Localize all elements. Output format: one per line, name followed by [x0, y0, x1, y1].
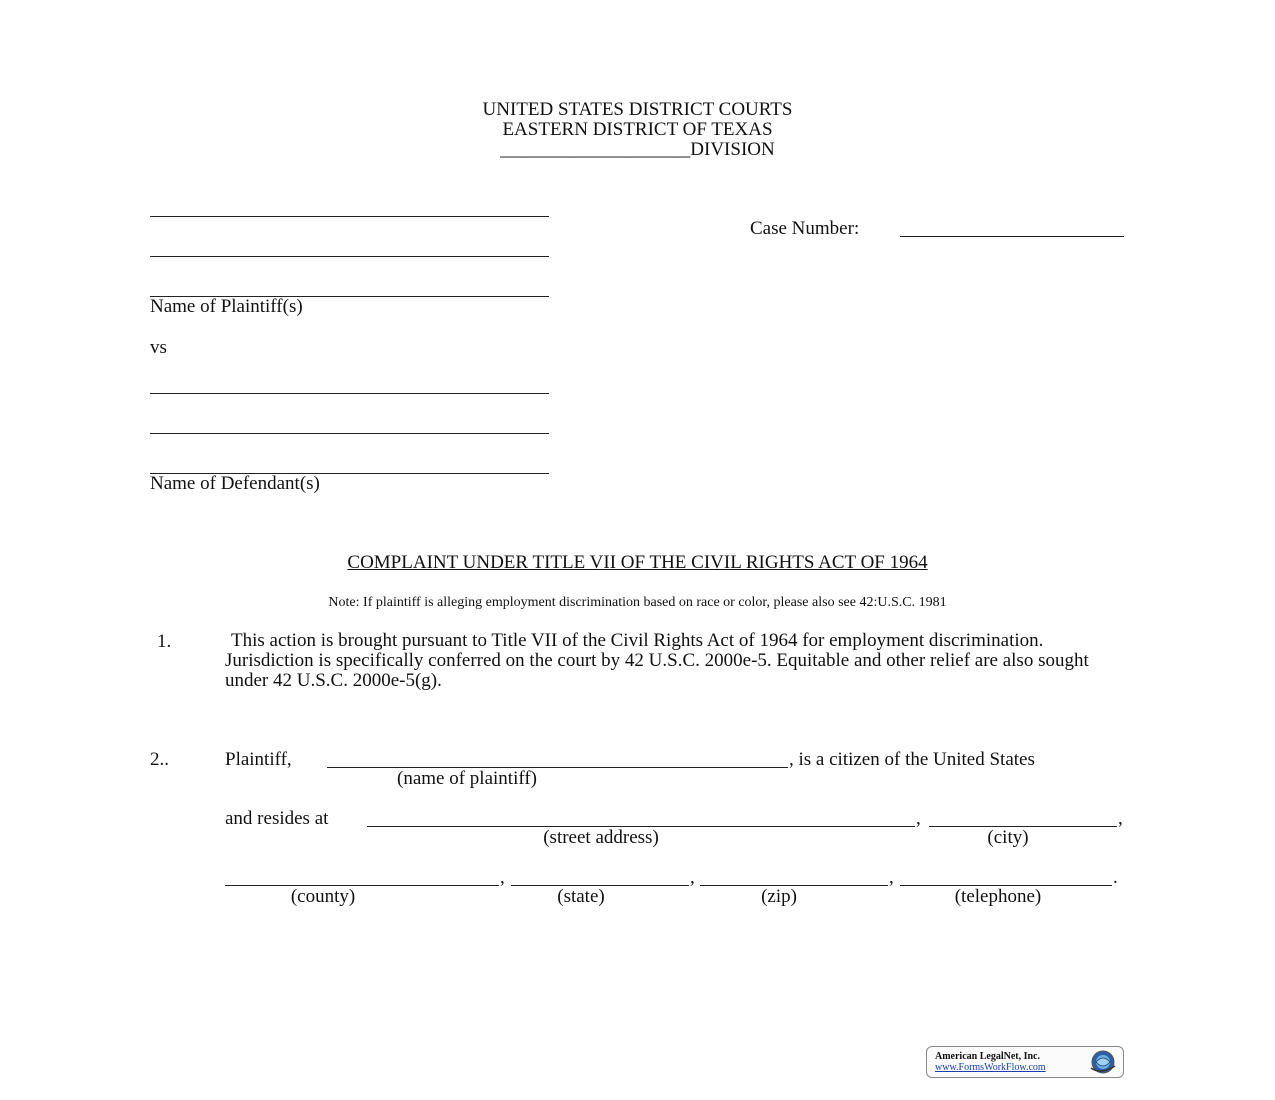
plaintiff-label: Name of Plaintiff(s): [150, 296, 303, 317]
comma-3: ,: [500, 867, 505, 888]
comma-2: ,: [1118, 808, 1123, 829]
resides-label: and resides at: [225, 808, 329, 829]
zip-caption: (zip): [761, 886, 797, 907]
comma-1: ,: [916, 808, 921, 829]
citizen-text: , is a citizen of the United States: [789, 749, 1035, 770]
division-label: DIVISION: [690, 139, 775, 160]
plaintiff-word: Plaintiff,: [225, 749, 292, 770]
court-title: UNITED STATES DISTRICT COURTS: [482, 99, 793, 120]
vs-label: vs: [150, 337, 167, 358]
defendant-line-1[interactable]: [150, 393, 549, 394]
name-of-plaintiff-caption: (name of plaintiff): [397, 768, 537, 789]
globe-icon: [1085, 1048, 1119, 1076]
county-caption: (county): [290, 886, 356, 907]
defendant-label: Name of Defendant(s): [150, 473, 320, 494]
plaintiff-line-2[interactable]: [150, 256, 549, 257]
case-number-label: Case Number:: [750, 218, 860, 239]
plaintiff-line-1[interactable]: [150, 216, 549, 217]
street-address-caption: (street address): [543, 827, 659, 848]
telephone-caption: (telephone): [954, 886, 1042, 907]
defendant-line-2[interactable]: [150, 433, 549, 434]
american-legalnet-logo[interactable]: [926, 1046, 1124, 1078]
comma-4: ,: [690, 867, 695, 888]
paragraph-1-number: 1.: [157, 631, 172, 652]
period: .: [1113, 867, 1118, 888]
logo-url-link[interactable]: www.FormsWorkFlow.com: [935, 1062, 1046, 1073]
district-title: EASTERN DISTRICT OF TEXAS: [502, 119, 773, 140]
division-line: [0, 140, 1275, 160]
note-text: Note: If plaintiff is alleging employment discrimination based on race or color, please also see 42:U.S.C. 1981: [328, 595, 947, 610]
comma-5: ,: [889, 867, 894, 888]
city-caption: (city): [987, 827, 1029, 848]
case-number-line[interactable]: [900, 236, 1124, 237]
division-blank[interactable]: ____________________: [500, 139, 691, 160]
logo-company-name: American LegalNet, Inc.: [935, 1051, 1040, 1062]
state-caption: (state): [557, 886, 605, 907]
complaint-title: COMPLAINT UNDER TITLE VII OF THE CIVIL RIGHTS ACT OF 1964: [347, 552, 928, 573]
paragraph-2-number: 2..: [150, 749, 169, 770]
paragraph-1-text: This action is brought pursuant to Title VII of the Civil Rights Act of 1964 for employment discrimination. Jurisdiction is specifically conferred on the court by 42 U.S.C. 2000e-5. Equitable and other relief are also sought under 42 U.S.C. 2000e-5(g).: [225, 630, 1089, 691]
